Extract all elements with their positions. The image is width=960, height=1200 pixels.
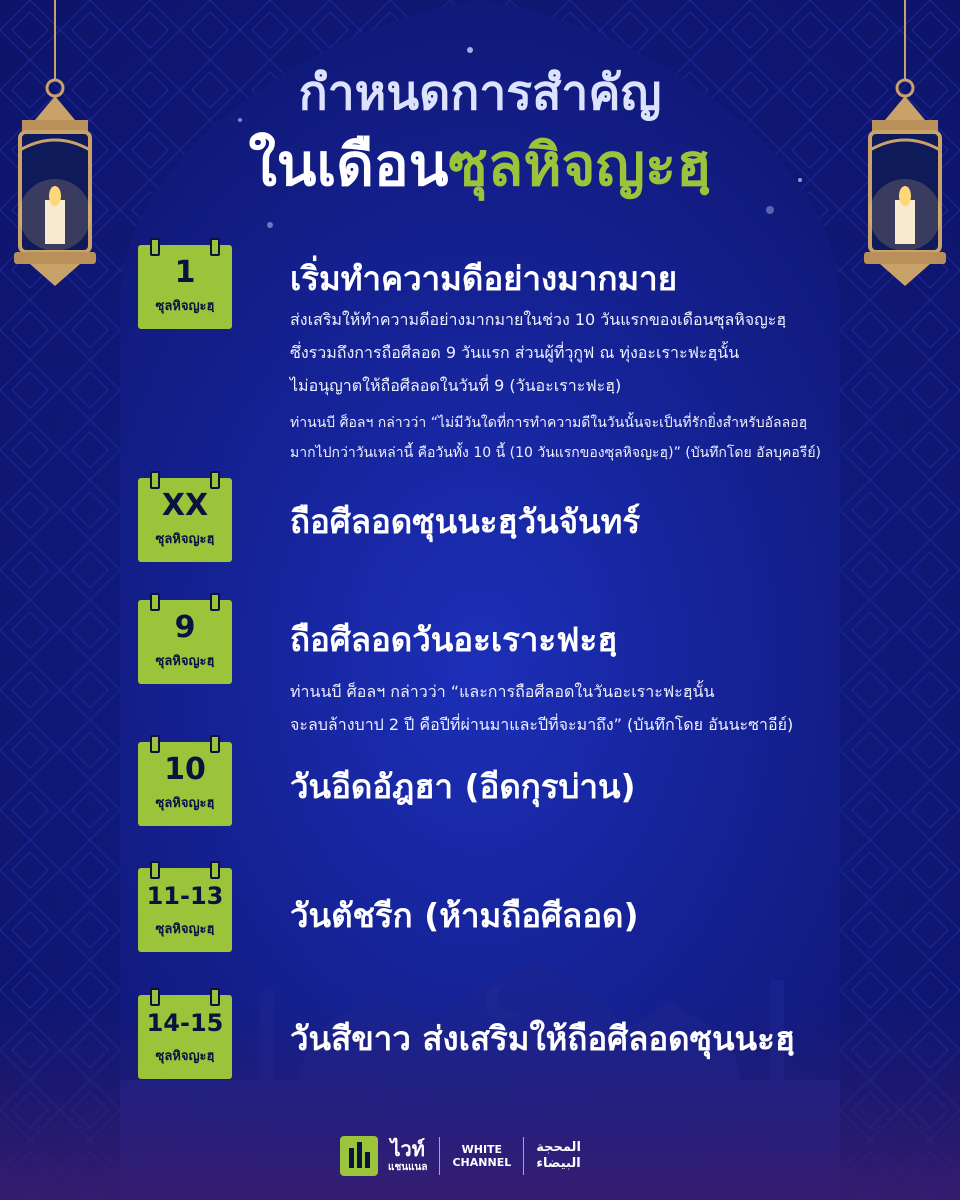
desc-line: ส่งเสริมให้ทำความดีอย่างมากมายในช่วง 10 วันแรกของเดือนซุลหิจญะฮฺ — [290, 310, 787, 329]
logo-thai-sub: แชนแนล — [388, 1161, 428, 1173]
event-quote-1 — [290, 408, 821, 468]
calendar-month: ซุลหิจญะฮฺ — [155, 1049, 215, 1064]
quote-line: มากไปกว่าวันเหล่านี้ คือวันทั้ง 10 นี้ (10 วันแรกของซุลหิจญะฮฺ)” (บันทึกโดย อัลบุคอรีย์) — [290, 445, 821, 461]
logo-divider — [523, 1137, 524, 1175]
logo-en-line2: CHANNEL — [452, 1156, 512, 1169]
calendar-badge-1 — [138, 245, 232, 329]
event-heading-6: วันสีขาว ส่งเสริมให้ถือศีลอดซุนนะฮฺ — [290, 1019, 795, 1058]
event-heading-5: วันตัชรีก (ห้ามถือศีลอด) — [290, 896, 639, 935]
calendar-month: ซุลหิจญะฮฺ — [155, 532, 215, 547]
calendar-badge-2 — [138, 478, 232, 562]
title-line2 — [0, 118, 960, 211]
logo-mark-icon — [340, 1136, 378, 1176]
quote-line: ท่านนบี ศ็อลฯ กล่าวว่า “ไม่มีวันใดที่การทำความดีในวันนั้นจะเป็นที่รักยิ่งสำหรับอัลลอฮฺ — [290, 415, 808, 431]
calendar-badge-5 — [138, 868, 232, 952]
logo-ar-line1: المحجة — [536, 1140, 581, 1155]
event-desc-3 — [290, 675, 793, 741]
event-heading-2: ถือศีลอดซุนนะฮฺวันจันทร์ — [290, 502, 641, 541]
calendar-badge-4 — [138, 742, 232, 826]
desc-line: จะลบล้างบาป 2 ปี คือปีที่ผ่านมาและปีที่จะมาถึง” (บันทึกโดย อันนะซาอีย์) — [290, 715, 794, 734]
calendar-month: ซุลหิจญะฮฺ — [155, 922, 215, 937]
event-heading-4: วันอีดอัฎฮา (อีดกุรบ่าน) — [290, 767, 636, 806]
logo-arabic — [536, 1140, 581, 1172]
logo-english — [452, 1143, 511, 1169]
calendar-day: 11-13 — [146, 882, 224, 910]
logo-divider — [439, 1137, 440, 1175]
event-heading-3: ถือศีลอดวันอะเราะฟะฮฺ — [290, 620, 618, 659]
calendar-day: 1 — [174, 255, 196, 290]
calendar-day: 14-15 — [146, 1009, 224, 1037]
calendar-month: ซุลหิจญะฮฺ — [155, 299, 215, 314]
title-line2-prefix: ในเดือน — [248, 131, 449, 199]
logo-en-line1: WHITE — [461, 1143, 503, 1156]
calendar-badge-6 — [138, 995, 232, 1079]
desc-line: ท่านนบี ศ็อลฯ กล่าวว่า “และการถือศีลอดในวันอะเราะฟะฮฺนั้น — [290, 682, 715, 701]
desc-line: ซึ่งรวมถึงการถือศีลอด 9 วันแรก ส่วนผู้ที่วุกูฟ ณ ทุ่งอะเราะฟะฮฺนั้น — [290, 343, 740, 362]
calendar-day: 9 — [174, 610, 196, 645]
title-line1: กำหนดการสำคัญ — [298, 65, 662, 121]
desc-line: ไม่อนุญาตให้ถือศีลอดในวันที่ 9 (วันอะเราะฟะฮฺ) — [290, 376, 622, 395]
logo-thai — [388, 1138, 427, 1175]
calendar-month: ซุลหิจญะฮฺ — [155, 796, 215, 811]
white-channel-logo — [340, 1133, 581, 1179]
calendar-badge-3 — [138, 600, 232, 684]
logo-thai-main: ไวท์ — [390, 1136, 425, 1161]
calendar-day: 10 — [164, 752, 206, 787]
event-heading-1: เริ่มทำความดีอย่างมากมาย — [290, 259, 678, 298]
calendar-month: ซุลหิจญะฮฺ — [155, 654, 215, 669]
logo-ar-line2: البيضاء — [536, 1156, 581, 1171]
event-desc-1 — [290, 303, 786, 402]
title-line2-highlight: ซุลหิจญะฮฺ — [448, 131, 712, 199]
calendar-day: XX — [161, 488, 209, 523]
